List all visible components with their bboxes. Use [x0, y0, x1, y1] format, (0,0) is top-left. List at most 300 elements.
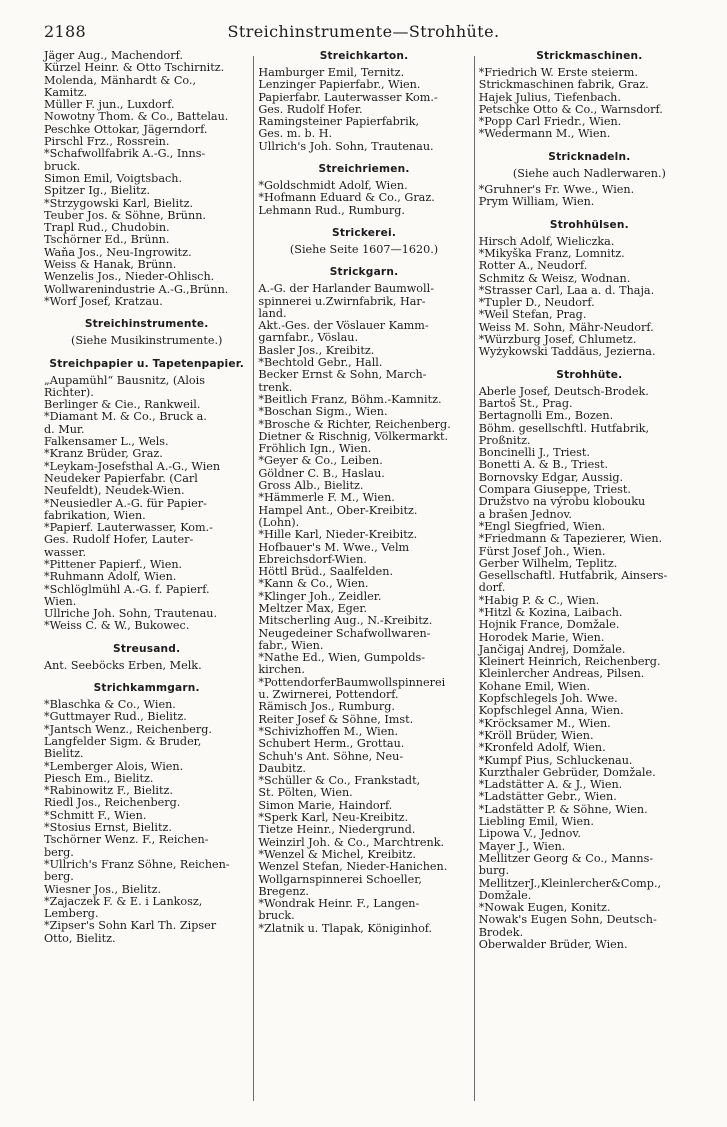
- entry-line: dorf.: [478, 581, 506, 595]
- entry-line: *Klinger Joh., Zeidler.: [258, 589, 382, 603]
- entry-line: *Hofmann Eduard & Co., Graz.: [258, 191, 435, 205]
- directory-entry: [44, 571, 249, 583]
- section-heading: Streichkarton.: [319, 50, 409, 62]
- entry-line: *Lemberger Alois, Wien.: [44, 759, 184, 773]
- directory-entry: [44, 75, 249, 100]
- entry-line: Mayer J., Wien.: [478, 839, 566, 853]
- entry-line: *Hitzl & Kozina, Laibach.: [478, 605, 623, 619]
- directory-entry: [479, 828, 700, 840]
- entry-line: *Kranz Brüder, Graz.: [44, 447, 163, 461]
- directory-entry: [258, 923, 469, 935]
- directory-entry: [258, 578, 469, 590]
- cross-reference-note: (Siehe Seite 1607—1620.): [289, 242, 439, 256]
- entry-line: Liebling Emil, Wien.: [478, 815, 594, 829]
- entry-line: *Stosius Ernst, Bielitz.: [44, 821, 172, 835]
- directory-entry: [479, 128, 700, 140]
- entry-line: *Wedermann M., Wien.: [478, 127, 611, 141]
- directory-entry: [479, 619, 700, 631]
- entry-line: Ges. Rudolf Hofer.: [258, 102, 363, 116]
- entry-line: Petschke Otto & Co., Warnsdorf.: [478, 102, 663, 116]
- entry-line: Hofbauer's M. Wwe., Velm: [258, 540, 410, 554]
- entry-line: *Friedrich W. Erste steierm.: [478, 66, 638, 79]
- entry-line: Rämisch Jos., Rumburg.: [258, 700, 395, 714]
- directory-entry: [44, 198, 249, 210]
- entry-line: Bertagnolli Em., Bozen.: [478, 409, 614, 423]
- entry-line: Bregenz.: [258, 884, 309, 898]
- directory-entry: [258, 455, 469, 467]
- entry-line: Schmitz & Weisz, Wodnan.: [478, 271, 631, 285]
- entry-line: *Neusiedler A.-G. für Papier-: [44, 496, 207, 510]
- directory-entry: [44, 834, 249, 859]
- directory-entry: [479, 939, 700, 951]
- entry-line: *Ullrich's Franz Söhne, Reichen-: [44, 857, 230, 871]
- entry-line: *Hämmerle F. M., Wien.: [258, 491, 395, 505]
- entry-line: land.: [258, 306, 287, 320]
- entry-line: *Hille Karl, Nieder-Kreibitz.: [258, 528, 418, 542]
- entry-line: Proßnitz.: [478, 433, 531, 447]
- entry-line: *Leykam-Josefsthal A.-G., Wien: [44, 459, 221, 473]
- directory-entry: [258, 283, 469, 320]
- entry-line: Basler Jos., Kreibitz.: [258, 343, 375, 357]
- entry-line: St. Pölten, Wien.: [258, 786, 353, 800]
- entry-line: Nowotny Thom. & Co., Battelau.: [44, 110, 229, 124]
- entry-line: Molenda, Mänhardt & Co.,: [44, 73, 197, 87]
- entry-line: u. Zwirnerei, Pottendorf.: [258, 688, 399, 702]
- entry-line: Berlinger & Cie., Rankweil.: [44, 398, 201, 412]
- section-heading: Strickmaschinen.: [536, 50, 643, 62]
- directory-entry: [44, 884, 249, 896]
- entry-line: *Nowak Eugen, Konitz.: [478, 901, 611, 915]
- directory-entry: [258, 419, 469, 431]
- entry-line: *Kröll Brüder, Wien.: [478, 728, 594, 742]
- directory-entry: [44, 62, 249, 74]
- entry-line: Wenzel Stefan, Nieder-Hanichen.: [258, 860, 448, 874]
- entry-line: Domžale.: [478, 888, 532, 902]
- entry-line: *Schivizhoffen M., Wien.: [258, 724, 399, 738]
- cross-reference-note: (Siehe Musikinstrumente.): [70, 334, 223, 348]
- entry-line: Hajek Julius, Tiefenbach.: [478, 90, 621, 104]
- entry-line: Meltzer Max, Eger.: [258, 601, 368, 615]
- directory-entry: [479, 570, 700, 595]
- entry-line: „Aupamühl“ Bausnitz, (Alois: [44, 373, 205, 387]
- directory-entry: [258, 824, 469, 836]
- entry-line: Gerber Wilhelm, Teplitz.: [478, 556, 618, 570]
- directory-section: [44, 643, 249, 672]
- entry-line: *Sperk Karl, Neu-Kreibitz.: [258, 811, 409, 825]
- directory-section: [44, 358, 249, 633]
- entry-line: Trapl Rud., Chudobin.: [44, 221, 170, 235]
- entry-line: Ullriche Joh. Sohn, Trautenau.: [44, 607, 218, 621]
- directory-entry: [258, 701, 469, 713]
- directory-entry: [258, 874, 469, 899]
- entry-line: *Ladstätter Gebr., Wien.: [478, 790, 617, 804]
- entry-line: Družstvo na výrobu klobouku: [478, 495, 646, 509]
- directory-entry: [258, 406, 469, 418]
- directory-entry: [258, 542, 469, 567]
- entry-line: *Rabinowitz F., Bielitz.: [44, 784, 173, 798]
- directory-entry: [479, 459, 700, 471]
- entry-line: kirchen.: [258, 663, 305, 677]
- directory-entry: [258, 141, 469, 153]
- entry-line: *Geyer & Co., Leiben.: [258, 454, 383, 468]
- section-heading: Streusand.: [113, 642, 181, 655]
- entry-line: *Popp Carl Friedr., Wien.: [478, 115, 622, 129]
- entry-line: *Kann & Co., Wien.: [258, 577, 369, 591]
- entry-line: *Ladstätter A. & J., Wien.: [478, 778, 623, 792]
- entry-line: *Kronfeld Adolf, Wien.: [478, 741, 606, 755]
- directory-entry: [44, 797, 249, 809]
- directory-entry: [44, 522, 249, 559]
- directory-entry: [44, 271, 249, 283]
- entry-line: *Goldschmidt Adolf, Wien.: [258, 179, 408, 193]
- directory-entry: [44, 375, 249, 400]
- entry-line: *Strasser Carl, Laa a. d. Thaja.: [478, 283, 655, 297]
- entry-line: wasser.: [44, 545, 87, 559]
- directory-columns: [44, 50, 700, 1110]
- entry-line: Dietner & Rischnig, Völkermarkt.: [258, 429, 449, 443]
- entry-line: burg.: [478, 864, 510, 878]
- directory-entry: [258, 492, 469, 504]
- entry-line: Prym William, Wien.: [478, 195, 595, 209]
- directory-entry: [258, 192, 469, 204]
- directory-entry: [258, 738, 469, 750]
- page-header: [0, 22, 727, 48]
- entry-line: Riedl Jos., Reichenberg.: [44, 796, 181, 810]
- entry-line: Neudeker Papierfabr. (Carl: [44, 471, 198, 485]
- entry-line: *Ruhmann Adolf, Wien.: [44, 570, 177, 584]
- entry-line: Compara Giuseppe, Triest.: [478, 483, 631, 497]
- directory-entry: [479, 791, 700, 803]
- section-heading: Stricknadeln.: [548, 150, 631, 163]
- entry-line: Strickmaschinen fabrik, Graz.: [478, 78, 649, 92]
- entry-line: Aberle Josef, Deutsch-Brodek.: [478, 384, 649, 398]
- entry-line: Spitzer Ig., Bielitz.: [44, 184, 151, 198]
- directory-entry: [258, 751, 469, 776]
- entry-line: Hojnik France, Domžale.: [478, 618, 620, 632]
- entry-line: Tietze Heinr., Niedergrund.: [258, 823, 416, 837]
- directory-entry: [44, 620, 249, 632]
- entry-line: *Brosche & Richter, Reichenberg.: [258, 417, 451, 431]
- entry-line: *Schlöglmühl A.-G. f. Papierf.: [44, 582, 210, 596]
- entry-line: *Wondrak Heinr. F., Langen-: [258, 897, 420, 911]
- entry-line: Wyżykowski Taddäus, Jezierna.: [478, 345, 656, 359]
- entry-line: Bielitz.: [44, 747, 84, 761]
- entry-line: Langfelder Sigm. & Bruder,: [44, 734, 202, 748]
- entry-line: Kurzthaler Gebrüder, Domžale.: [478, 765, 656, 779]
- section-heading: Strickgarn.: [329, 266, 399, 279]
- entry-line: bruck.: [44, 159, 81, 173]
- entry-line: Lehmann Rud., Rumburg.: [258, 203, 405, 217]
- entry-line: *Friedmann & Tapezierer, Wien.: [478, 532, 663, 546]
- entry-line: Jančigaj Andrej, Domžale.: [478, 642, 626, 656]
- directory-entry: [479, 496, 700, 521]
- entry-line: Kleinert Heinrich, Reichenberg.: [478, 655, 661, 669]
- entry-line: Kohane Emil, Wien.: [478, 679, 591, 693]
- entry-line: Kürzel Heinr. & Otto Tschirnitz.: [44, 61, 225, 75]
- entry-line: a brašen Jednov.: [478, 507, 572, 521]
- entry-line: *Strzygowski Karl, Bielitz.: [44, 196, 194, 210]
- entry-line: Müller F. jun., Luxdorf.: [44, 98, 175, 112]
- directory-entry: [258, 677, 469, 702]
- entry-line: Göldner C. B., Haslau.: [258, 466, 385, 480]
- directory-entry: [479, 693, 700, 718]
- entry-line: Höttl Brüd., Saalfelden.: [258, 565, 394, 579]
- page-number: 2188: [44, 22, 86, 41]
- directory-entry: [479, 914, 700, 939]
- entry-line: *Tupler D., Neudorf.: [478, 296, 595, 310]
- entry-line: Horodek Marie, Wien.: [478, 630, 605, 644]
- directory-entry: [44, 584, 249, 609]
- entry-line: Kamitz.: [44, 85, 88, 99]
- entry-line: *Habig P. & C., Wien.: [478, 593, 600, 607]
- directory-entry: [479, 668, 700, 680]
- entry-line: Fürst Josef Joh., Wien.: [478, 544, 606, 558]
- entry-line: Richter).: [44, 385, 94, 399]
- entry-line: Bornovsky Edgar, Aussig.: [478, 470, 624, 484]
- entry-line: Schuh's Ant. Söhne, Neu-: [258, 749, 404, 763]
- entry-line: Kleinlercher Andreas, Pilsen.: [478, 667, 645, 681]
- entry-line: fabrikation, Wien.: [44, 508, 146, 522]
- entry-line: *Engl Siegfried, Wien.: [478, 519, 606, 533]
- section-heading: Strickerei.: [332, 226, 397, 239]
- entry-line: Piesch Em., Bielitz.: [44, 771, 154, 785]
- entry-line: Wien.: [44, 594, 77, 608]
- entry-line: *Schafwollfabrik A.-G., Inns-: [44, 147, 206, 161]
- entry-line: *Zajaczek F. & E. i Lankosz,: [44, 894, 203, 908]
- entry-line: Hamburger Emil, Ternitz.: [258, 66, 405, 79]
- entry-line: Becker Ernst & Sohn, March-: [258, 368, 427, 382]
- entry-line: bruck.: [258, 909, 295, 923]
- entry-line: *Gruhner's Fr. Wwe., Wien.: [478, 183, 635, 197]
- entry-line: Oberwalder Brüder, Wien.: [478, 938, 628, 951]
- entry-line: *Mikyška Franz, Lomnitz.: [478, 246, 625, 260]
- entry-line: Mitscherling Aug., N.-Kreibitz.: [258, 614, 433, 628]
- directory-section: [258, 266, 469, 935]
- entry-line: Ebreichsdorf-Wien.: [258, 552, 367, 566]
- entry-line: MellitzerJ.,Kleinlercher&Comp.,: [478, 876, 662, 890]
- column-1: [44, 50, 253, 1110]
- entry-line: *Würzburg Josef, Chlumetz.: [478, 333, 637, 347]
- entry-line: *Kröcksamer M., Wien.: [478, 716, 611, 730]
- directory-entry: [258, 320, 469, 345]
- entry-line: d. Mur.: [44, 422, 85, 436]
- directory-entry: [258, 615, 469, 627]
- directory-entry: [479, 260, 700, 272]
- entry-line: *Nathe Ed., Wien, Gumpolds-: [258, 651, 426, 665]
- entry-line: Ullrich's Joh. Sohn, Trautenau.: [258, 139, 434, 153]
- section-heading: Streichriemen.: [318, 163, 410, 176]
- directory-entry: [258, 116, 469, 141]
- entry-line: Weiss & Hanak, Brünn.: [44, 258, 177, 272]
- entry-line: Lemberg.: [44, 907, 99, 921]
- directory-entry: [44, 920, 249, 945]
- section-heading: Strichkammgarn.: [93, 682, 200, 695]
- entry-line: Akt.-Ges. der Vöslauer Kamm-: [258, 319, 429, 333]
- directory-section: [44, 50, 249, 308]
- entry-line: *Bechtold Gebr., Hall.: [258, 356, 383, 370]
- entry-line: Falkensamer L., Wels.: [44, 435, 169, 449]
- directory-entry: [44, 473, 249, 498]
- directory-entry: [479, 423, 700, 448]
- entry-line: Ant. Seeböcks Erben, Melk.: [44, 658, 202, 672]
- directory-entry: [479, 853, 700, 878]
- entry-line: *Weil Stefan, Prag.: [478, 308, 587, 322]
- section-heading: Strohhülsen.: [549, 218, 629, 231]
- directory-entry: [479, 410, 700, 422]
- cross-reference-note: (Siehe auch Nadlerwaren.): [512, 166, 666, 180]
- entry-line: *Ladstätter P. & Söhne, Wien.: [478, 802, 648, 816]
- directory-section: [479, 369, 700, 952]
- entry-line: Pirschl Frz., Rossrein.: [44, 135, 170, 149]
- directory-section: [479, 219, 700, 359]
- entry-line: Wenzelis Jos., Nieder-Ohlisch.: [44, 270, 215, 284]
- entry-line: *Kumpf Pius, Schluckenau.: [478, 753, 633, 767]
- directory-entry: [44, 711, 249, 723]
- directory-entry: [258, 898, 469, 923]
- entry-line: Neufeldt), Neudek-Wien.: [44, 484, 185, 498]
- directory-entry: [44, 736, 249, 761]
- section-heading: Strohhüte.: [556, 368, 623, 381]
- directory-entry: [258, 861, 469, 873]
- entry-line: *Schüller & Co., Frankstadt,: [258, 774, 421, 788]
- column-3: [475, 50, 700, 1110]
- entry-line: Ges. m. b. H.: [258, 127, 333, 141]
- directory-entry: [258, 505, 469, 530]
- entry-line: Ramingsteiner Papierfabrik,: [258, 115, 420, 129]
- directory-entry: [479, 67, 700, 92]
- entry-line: Papierfabr. Lauterwasser Kom.-: [258, 90, 438, 104]
- entry-line: *Diamant M. & Co., Bruck a.: [44, 410, 207, 424]
- directory-entry: [44, 660, 249, 672]
- directory-entry: [44, 148, 249, 173]
- entry-line: *Papierf. Lauterwasser, Kom.-: [44, 521, 213, 535]
- entry-line: Neugedeiner Schafwollwaren-: [258, 626, 431, 640]
- directory-entry: [479, 546, 700, 558]
- directory-entry: [44, 859, 249, 884]
- directory-section: [258, 163, 469, 217]
- entry-line: *Worf Josef, Kratzau.: [44, 294, 163, 308]
- entry-line: Kopfschlegels Joh. Wwe.: [478, 692, 618, 706]
- entry-line: *Boschan Sigm., Wien.: [258, 405, 388, 419]
- directory-entry: [44, 185, 249, 197]
- directory-entry: [44, 296, 249, 308]
- entry-line: *Weiss C. & W., Bukowec.: [44, 619, 190, 633]
- directory-entry: [44, 896, 249, 921]
- section-heading: Streichpapier u. Tapetenpapier.: [49, 357, 244, 370]
- directory-entry: [479, 878, 700, 903]
- directory-entry: [479, 533, 700, 545]
- entry-line: Bartoš St., Prag.: [478, 396, 573, 410]
- entry-line: Weinzirl Joh. & Co., Marchtrenk.: [258, 835, 445, 849]
- directory-section: [479, 50, 700, 141]
- directory-entry: [258, 628, 469, 653]
- directory-entry: [479, 196, 700, 208]
- directory-entry: [44, 111, 249, 123]
- directory-entry: [479, 309, 700, 321]
- entry-line: Peschke Ottokar, Jägerndorf.: [44, 122, 208, 136]
- entry-line: Hirsch Adolf, Wieliczka.: [478, 234, 615, 248]
- directory-entry: [479, 346, 700, 358]
- entry-line: fabr., Wien.: [258, 638, 324, 652]
- directory-entry: [44, 761, 249, 773]
- entry-line: Böhm. gesellschftl. Hutfabrik,: [478, 421, 650, 435]
- entry-line: trenk.: [258, 380, 293, 394]
- entry-line: *Jantsch Wenz., Reichenberg.: [44, 722, 212, 736]
- directory-section: [44, 682, 249, 945]
- entry-line: spinnerei u.Zwirnfabrik, Har-: [258, 294, 426, 308]
- entry-line: Wollgarnspinnerei Schoeller,: [258, 872, 422, 886]
- entry-line: Reiter Josef & Söhne, Imst.: [258, 712, 414, 726]
- entry-line: Boncinelli J., Triest.: [478, 446, 590, 460]
- directory-entry: [258, 529, 469, 541]
- entry-line: *Zipser's Sohn Karl Th. Zipser: [44, 919, 217, 933]
- entry-line: *Zlatnik u. Tlapak, Königinhof.: [258, 921, 433, 935]
- directory-entry: [44, 234, 249, 246]
- running-title: Streichinstrumente—Strohhüte.: [227, 22, 500, 41]
- directory-entry: [479, 273, 700, 285]
- entry-line: Gesellschaftl. Hutfabrik, Ainsers-: [478, 569, 668, 583]
- entry-line: Kopfschlegel Anna, Wien.: [478, 704, 624, 718]
- directory-entry: [44, 448, 249, 460]
- directory-entry: [479, 742, 700, 754]
- entry-line: Lenzinger Papierfabr., Wien.: [258, 78, 421, 92]
- directory-entry: [258, 369, 469, 394]
- directory-section: [44, 318, 249, 347]
- entry-line: Mellitzer Georg & Co., Manns-: [478, 851, 654, 865]
- entry-line: Tschörner Wenz. F., Reichen-: [44, 833, 209, 847]
- column-2: [254, 50, 473, 1110]
- entry-line: Otto, Bielitz.: [44, 931, 116, 945]
- directory-entry: [44, 411, 249, 436]
- entry-line: Ges. Rudolf Hofer, Lauter-: [44, 533, 194, 547]
- entry-line: Brodek.: [478, 925, 524, 939]
- directory-entry: [258, 79, 469, 91]
- directory-section: [258, 50, 469, 153]
- entry-line: Lipowa V., Jednov.: [478, 827, 581, 841]
- entry-line: Gross Alb., Bielitz.: [258, 479, 364, 493]
- entry-line: *PottendorferBaumwollspinnerei: [258, 675, 446, 689]
- entry-line: Teuber Jos. & Söhne, Brünn.: [44, 208, 206, 222]
- directory-section: [258, 227, 469, 256]
- entry-line: Daubitz.: [258, 761, 306, 775]
- entry-line: garnfabr., Vöslau.: [258, 331, 359, 345]
- entry-line: *Beitlich Franz, Böhm.-Kamnitz.: [258, 392, 442, 406]
- entry-line: Weiss M. Sohn, Mähr-Neudorf.: [478, 320, 654, 334]
- entry-line: Schubert Herm., Grottau.: [258, 737, 405, 751]
- directory-entry: [258, 652, 469, 677]
- entry-line: Wollwarenindustrie A.-G.,Brünn.: [44, 282, 229, 296]
- entry-line: *Blaschka & Co., Wien.: [44, 698, 176, 712]
- directory-entry: [479, 755, 700, 767]
- entry-line: Hampel Ant., Ober-Kreibitz.: [258, 503, 418, 517]
- entry-line: *Guttmayer Rud., Bielitz.: [44, 710, 187, 724]
- directory-entry: [258, 775, 469, 800]
- entry-line: Simon Emil, Voigtsbach.: [44, 171, 183, 185]
- entry-line: (Lohn).: [258, 515, 300, 529]
- entry-line: Wiesner Jos., Bielitz.: [44, 882, 162, 896]
- directory-entry: [44, 498, 249, 523]
- entry-line: Simon Marie, Haindorf.: [258, 798, 393, 812]
- entry-line: Bonetti A. & B., Triest.: [478, 458, 609, 472]
- entry-line: *Wenzel & Michel, Kreibitz.: [258, 847, 416, 861]
- entry-line: Nowak's Eugen Sohn, Deutsch-: [478, 913, 657, 927]
- entry-line: berg.: [44, 845, 74, 859]
- entry-line: *Schmitt F., Wien.: [44, 808, 147, 822]
- entry-line: Waňa Jos., Neu-Ingrowitz.: [44, 245, 192, 259]
- entry-line: Jäger Aug., Machendorf.: [44, 49, 183, 62]
- directory-section: [479, 151, 700, 209]
- entry-line: A.-G. der Harlander Baumwoll-: [258, 282, 434, 296]
